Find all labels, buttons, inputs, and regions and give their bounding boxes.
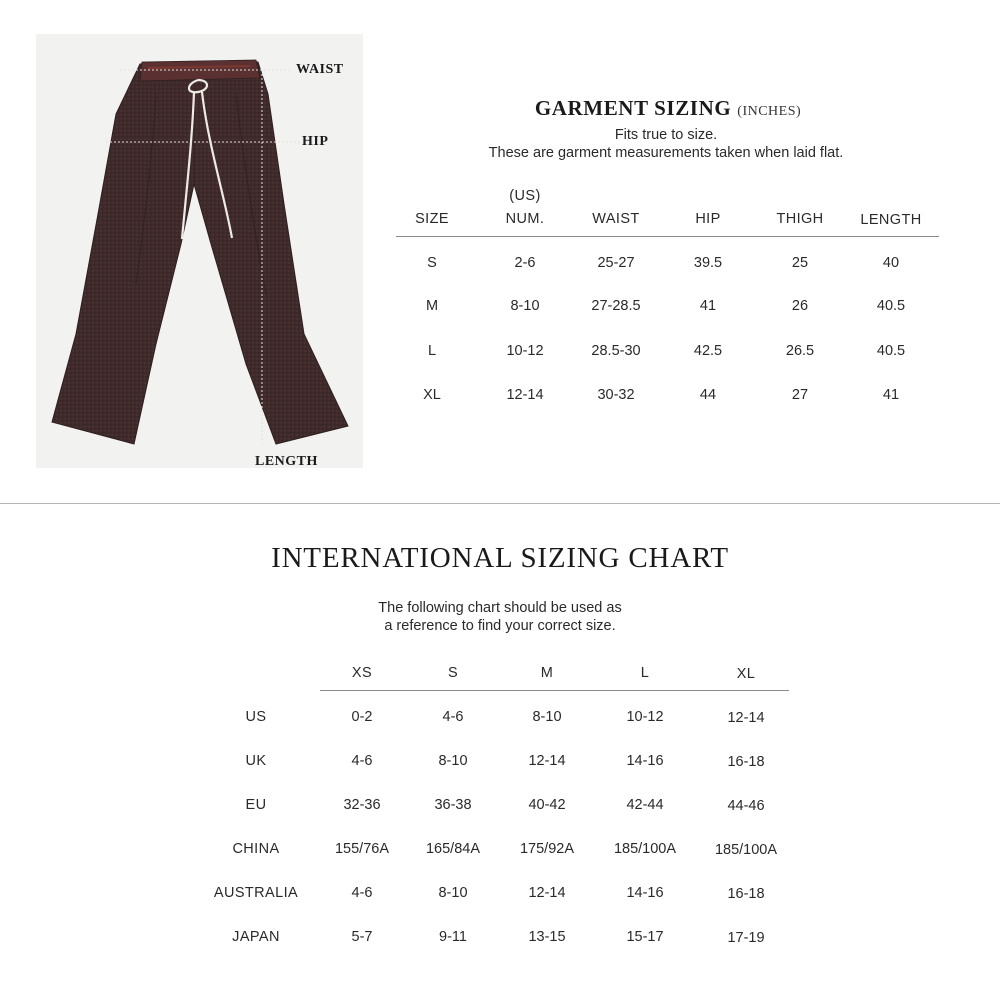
size-value-cell: 44-46 bbox=[727, 798, 765, 814]
header-waist: WAIST bbox=[592, 211, 640, 227]
size-value-cell: 32-36 bbox=[343, 797, 381, 813]
region-label: AUSTRALIA bbox=[213, 885, 299, 901]
size-value-cell: 4-6 bbox=[351, 753, 373, 769]
garment-cell-waist: 28.5-30 bbox=[591, 343, 641, 359]
size-header: M bbox=[540, 665, 554, 681]
garment-cell-us-num: 12-14 bbox=[506, 387, 544, 403]
garment-subtitle-line: Fits true to size. bbox=[614, 127, 718, 143]
pants-illustration bbox=[36, 34, 363, 468]
size-value-cell: 15-17 bbox=[626, 929, 664, 945]
garment-cell-length: 40.5 bbox=[876, 343, 906, 359]
header-hip: HIP bbox=[695, 211, 721, 227]
garment-cell-thigh: 26 bbox=[791, 298, 809, 314]
international-subtitle-line: a reference to find your correct size. bbox=[384, 618, 616, 634]
hip-label: HIP bbox=[302, 134, 329, 149]
size-value-cell: 8-10 bbox=[532, 709, 562, 725]
international-sizing-title: INTERNATIONAL SIZING CHART bbox=[271, 542, 729, 574]
garment-subtitle-line: These are garment measurements taken when laid flat. bbox=[488, 145, 844, 161]
garment-cell-length: 40.5 bbox=[876, 298, 906, 314]
garment-cell-thigh: 25 bbox=[791, 255, 809, 271]
garment-cell-size: L bbox=[427, 343, 437, 359]
garment-cell-us-num: 2-6 bbox=[514, 255, 536, 271]
garment-cell-hip: 44 bbox=[699, 387, 717, 403]
size-value-cell: 12-14 bbox=[727, 710, 765, 726]
size-value-cell: 13-15 bbox=[528, 929, 566, 945]
size-value-cell: 16-18 bbox=[727, 754, 765, 770]
region-label: UK bbox=[245, 753, 267, 769]
garment-cell-size: XL bbox=[423, 387, 441, 403]
garment-cell-thigh: 27 bbox=[791, 387, 809, 403]
header-size: SIZE bbox=[415, 211, 449, 227]
length-label: LENGTH bbox=[255, 454, 318, 469]
size-value-cell: 16-18 bbox=[727, 886, 765, 902]
international-subtitle-line: The following chart should be used as bbox=[378, 600, 622, 616]
size-value-cell: 8-10 bbox=[438, 753, 468, 769]
waist-label: WAIST bbox=[296, 62, 344, 77]
size-value-cell: 185/100A bbox=[613, 841, 677, 857]
garment-cell-hip: 42.5 bbox=[693, 343, 723, 359]
international-sizing-subtitle bbox=[0, 599, 1000, 635]
garment-cell-length: 40 bbox=[882, 255, 900, 271]
size-value-cell: 155/76A bbox=[334, 841, 390, 857]
size-header: XS bbox=[351, 665, 373, 681]
size-value-cell: 175/92A bbox=[519, 841, 575, 857]
garment-sizing-title: GARMENT SIZING bbox=[534, 96, 732, 120]
garment-cell-hip: 39.5 bbox=[693, 255, 723, 271]
garment-cell-length: 41 bbox=[882, 387, 900, 403]
garment-header-rule bbox=[396, 236, 939, 237]
region-label: EU bbox=[245, 797, 267, 813]
size-value-cell: 36-38 bbox=[434, 797, 472, 813]
international-header-rule bbox=[320, 690, 789, 691]
region-label: US bbox=[245, 709, 267, 725]
garment-sizing-heading bbox=[396, 96, 940, 121]
size-value-cell: 8-10 bbox=[438, 885, 468, 901]
garment-cell-size: M bbox=[425, 298, 439, 314]
size-value-cell: 0-2 bbox=[351, 709, 373, 725]
region-label: JAPAN bbox=[232, 929, 280, 945]
size-value-cell: 40-42 bbox=[528, 797, 566, 813]
size-value-cell: 165/84A bbox=[425, 841, 481, 857]
header-thigh: THIGH bbox=[776, 211, 824, 227]
garment-cell-waist: 30-32 bbox=[597, 387, 635, 403]
size-value-cell: 185/100A bbox=[714, 842, 778, 858]
size-value-cell: 12-14 bbox=[528, 753, 566, 769]
pants-photo bbox=[36, 34, 363, 468]
size-value-cell: 5-7 bbox=[351, 929, 373, 945]
size-header: L bbox=[640, 665, 650, 681]
size-header: S bbox=[447, 665, 459, 681]
garment-cell-waist: 27-28.5 bbox=[591, 298, 641, 314]
garment-cell-us-num: 10-12 bbox=[506, 343, 544, 359]
size-value-cell: 42-44 bbox=[626, 797, 664, 813]
size-value-cell: 14-16 bbox=[626, 885, 664, 901]
size-value-cell: 17-19 bbox=[727, 930, 765, 946]
header-num: NUM. bbox=[505, 211, 545, 227]
pants-body bbox=[52, 62, 348, 444]
garment-cell-size: S bbox=[427, 255, 437, 271]
header-length: LENGTH bbox=[860, 212, 922, 228]
size-value-cell: 4-6 bbox=[442, 709, 464, 725]
header-us: (US) bbox=[509, 188, 541, 204]
size-value-cell: 12-14 bbox=[528, 885, 566, 901]
garment-cell-us-num: 8-10 bbox=[510, 298, 540, 314]
section-divider bbox=[0, 503, 1000, 504]
size-value-cell: 4-6 bbox=[351, 885, 373, 901]
garment-sizing-unit: (INCHES) bbox=[737, 104, 802, 119]
garment-cell-thigh: 26.5 bbox=[785, 343, 815, 359]
region-label: CHINA bbox=[232, 841, 280, 857]
garment-cell-hip: 41 bbox=[699, 298, 717, 314]
garment-cell-waist: 25-27 bbox=[597, 255, 635, 271]
size-value-cell: 14-16 bbox=[626, 753, 664, 769]
size-value-cell: 9-11 bbox=[439, 929, 467, 945]
size-header: XL bbox=[736, 666, 756, 682]
garment-sizing-subtitle bbox=[396, 126, 936, 162]
size-value-cell: 10-12 bbox=[626, 709, 664, 725]
